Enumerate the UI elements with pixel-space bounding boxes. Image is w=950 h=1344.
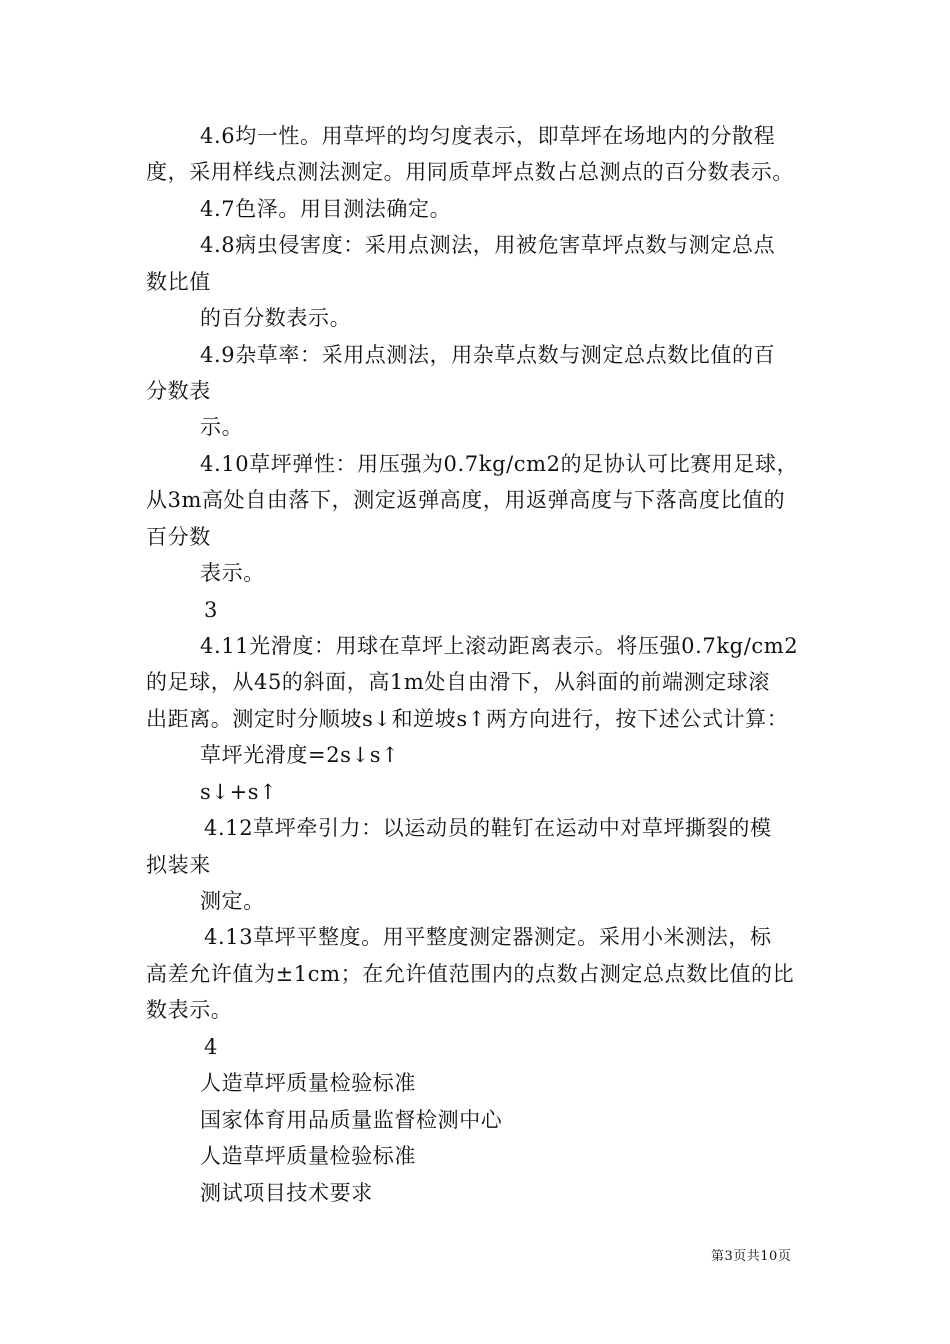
formula-denominator: s↓+s↑	[200, 780, 278, 804]
text-line: 数表示。	[146, 998, 233, 1022]
text-line: 4.6均一性。用草坪的均匀度表示，即草坪在场地内的分散程	[200, 124, 776, 148]
text-line: 度，采用样线点测法测定。用同质草坪点数占总测点的百分数表示。	[146, 160, 794, 184]
text-line: 从3m高处自由落下，测定返弹高度，用返弹高度与下落高度比值的	[146, 488, 786, 512]
page-number-marker: 4	[204, 1035, 218, 1059]
text-line: 的足球，从45的斜面，高1m处自由滑下，从斜面的前端测定球滚	[146, 670, 770, 694]
text-line: 出距离。测定时分顺坡s↓和逆坡s↑两方向进行，按下述公式计算：	[146, 707, 789, 731]
heading-line: 国家体育用品质量监督检测中心	[200, 1108, 503, 1132]
heading-line: 测试项目技术要求	[200, 1181, 373, 1205]
page-footer: 第3页共10页	[711, 1249, 792, 1264]
text-line: 百分数	[146, 525, 211, 549]
text-line: 4.8病虫侵害度：采用点测法，用被危害草坪点数与测定总点	[200, 233, 776, 257]
text-line: 4.13草坪平整度。用平整度测定器测定。采用小米测法，标	[204, 925, 772, 949]
text-line: 测定。	[200, 889, 265, 913]
heading-line: 人造草坪质量检验标准	[200, 1071, 416, 1095]
text-line: 4.7色泽。用目测法确定。	[200, 197, 452, 221]
text-line: 数比值	[146, 270, 211, 294]
text-line: 4.11光滑度：用球在草坪上滚动距离表示。将压强0.7kg/cm2	[200, 634, 799, 658]
text-line: 的百分数表示。	[200, 306, 352, 330]
text-line: 4.9杂草率：采用点测法，用杂草点数与测定总点数比值的百	[200, 343, 776, 367]
text-line: 拟装来	[146, 853, 211, 877]
text-line: 4.12草坪牵引力：以运动员的鞋钉在运动中对草坪撕裂的模	[204, 816, 772, 840]
text-line: 示。	[200, 415, 244, 439]
text-line: 高差允许值为±1cm；在允许值范围内的点数占测定总点数比值的比	[146, 962, 795, 986]
text-line: 4.10草坪弹性：用压强为0.7kg/cm2的足协认可比赛用足球，	[200, 452, 799, 476]
text-line: 分数表	[146, 379, 211, 403]
formula-numerator: 草坪光滑度=2s↓s↑	[200, 743, 400, 767]
text-line: 表示。	[200, 561, 265, 585]
heading-line: 人造草坪质量检验标准	[200, 1144, 416, 1168]
page-number-marker: 3	[204, 598, 218, 622]
